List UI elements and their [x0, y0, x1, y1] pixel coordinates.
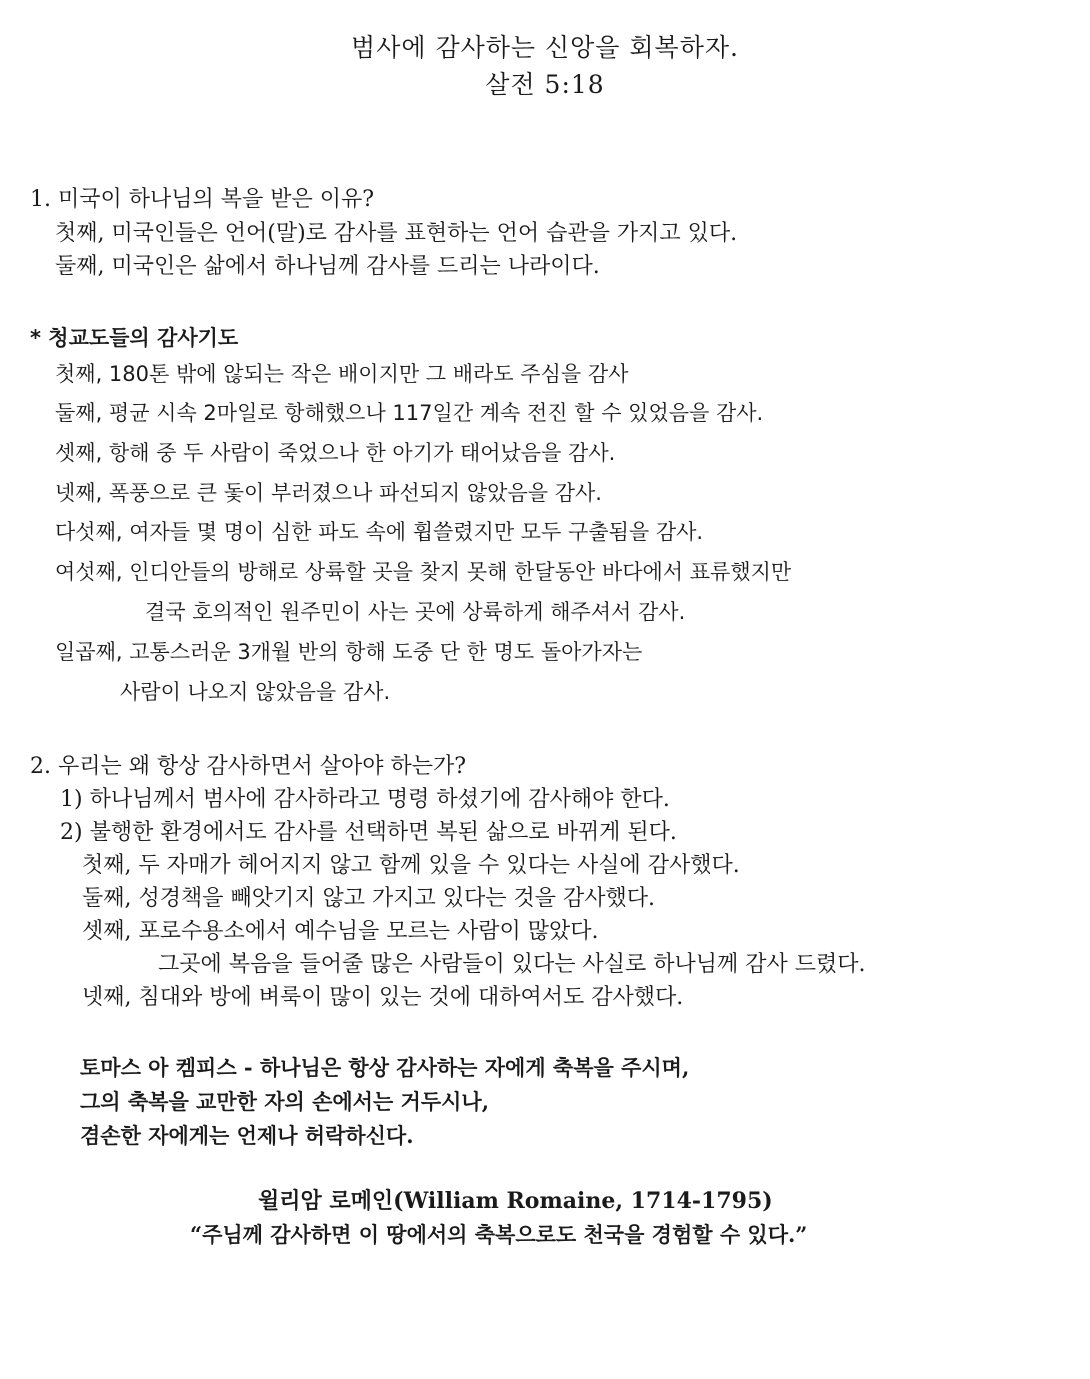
- section2-line: 셋째, 포로수용소에서 예수님을 모르는 사람이 많았다.: [82, 919, 599, 944]
- section2-line: 그곳에 복음을 들어줄 많은 사람들이 있다는 사실로 하나님께 감사 드렸다.: [158, 952, 866, 977]
- puritan-line: 첫째, 180톤 밖에 않되는 작은 배이지만 그 배라도 주심을 감사: [55, 362, 629, 386]
- section2-line: 2) 불행한 환경에서도 감사를 선택하면 복된 삶으로 바뀌게 된다.: [60, 820, 677, 845]
- section1-heading: 1. 미국이 하나님의 복을 받은 이유?: [30, 187, 375, 212]
- puritan-line: 둘째, 평균 시속 2마일로 항해했으나 117일간 계속 전진 할 수 있었음을 감사.: [55, 401, 764, 425]
- document-title: 범사에 감사하는 신앙을 회복하자.: [351, 33, 739, 62]
- puritan-line: 넷째, 폭풍으로 큰 돛이 부러졌으나 파선되지 않았음을 감사.: [55, 481, 602, 505]
- section2-line: 넷째, 침대와 방에 벼룩이 많이 있는 것에 대하여서도 감사했다.: [82, 985, 684, 1010]
- scripture-reference: 살전 5:18: [485, 70, 605, 99]
- puritan-line: 셋째, 항해 중 두 사람이 죽었으나 한 아기가 태어났음을 감사.: [55, 441, 616, 465]
- kempis-quote-line: 겸손한 자에게는 언제나 허락하신다.: [80, 1123, 414, 1148]
- section2-line: 둘째, 성경책을 빼앗기지 않고 가지고 있다는 것을 감사했다.: [82, 886, 655, 911]
- puritan-heading: * 청교도들의 감사기도: [30, 326, 239, 350]
- kempis-quote-line: 토마스 아 켐피스 - 하나님은 항상 감사하는 자에게 축복을 주시며,: [80, 1055, 690, 1080]
- romaine-author: 윌리암 로메인(William Romaine, 1714-1795): [258, 1188, 773, 1214]
- puritan-line: 다섯째, 여자들 몇 명이 심한 파도 속에 휩쓸렸지만 모두 구출됨을 감사.: [55, 520, 704, 544]
- puritan-line: 사람이 나오지 않았음을 감사.: [120, 680, 391, 704]
- section2-heading: 2. 우리는 왜 항상 감사하면서 살아야 하는가?: [30, 754, 467, 779]
- puritan-line: 여섯째, 인디안들의 방해로 상륙할 곳을 찾지 못해 한달동안 바다에서 표류했지만: [55, 560, 792, 584]
- section2-line: 첫째, 두 자매가 헤어지지 않고 함께 있을 수 있다는 사실에 감사했다.: [82, 853, 740, 878]
- section1-line: 첫째, 미국인들은 언어(말)로 감사를 표현하는 언어 습관을 가지고 있다.: [55, 221, 738, 246]
- section2-line: 1) 하나님께서 범사에 감사하라고 명령 하셨기에 감사해야 한다.: [60, 787, 670, 812]
- kempis-quote-line: 그의 축복을 교만한 자의 손에서는 거두시나,: [80, 1089, 490, 1114]
- section1-line: 둘째, 미국인은 삶에서 하나님께 감사를 드리는 나라이다.: [55, 254, 600, 279]
- romaine-quote: “주님께 감사하면 이 땅에서의 축복으로도 천국을 경험할 수 있다.”: [190, 1222, 808, 1247]
- puritan-line: 결국 호의적인 원주민이 사는 곳에 상륙하게 해주셔서 감사.: [145, 600, 686, 624]
- puritan-line: 일곱째, 고통스러운 3개월 반의 항해 도중 단 한 명도 돌아가자는: [55, 640, 643, 664]
